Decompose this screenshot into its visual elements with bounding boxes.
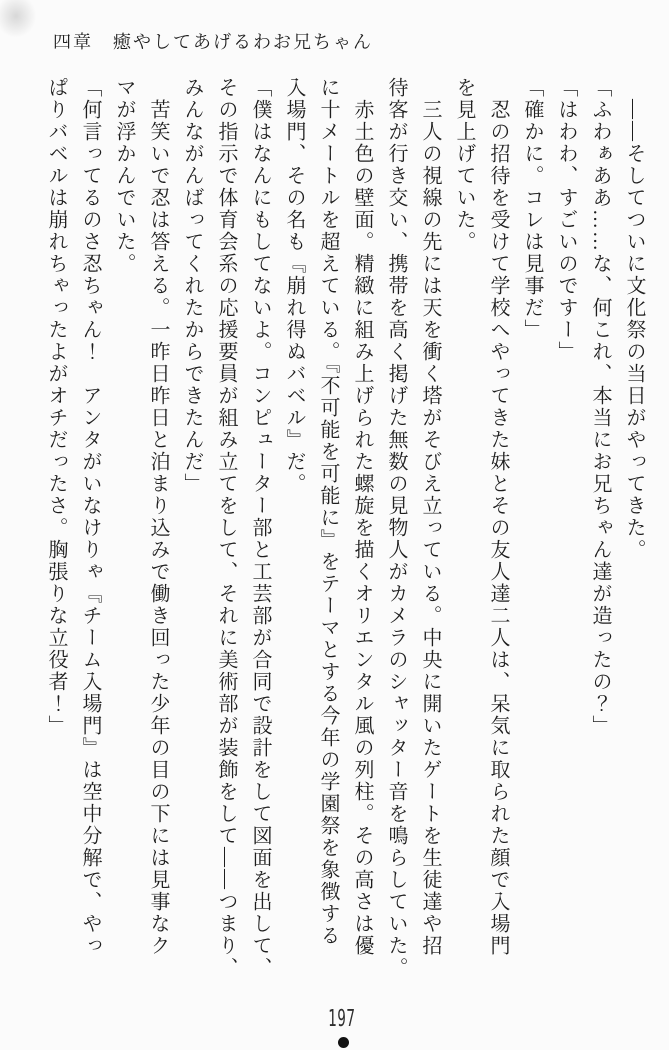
text-line: 「何言ってるのさ忍ちゃん！ アンタがいなけりゃ『チーム入場門』は空中分解で、やっ <box>79 77 101 957</box>
chapter-header: 四章 癒やしてあげるわお兄ちゃん <box>53 32 373 52</box>
text-line: ――そしてついに文化祭の当日がやってきた。 <box>623 77 645 561</box>
scan-artifact <box>0 0 44 46</box>
text-line: その指示で体育会系の応援要員が組み立てをして、それに美術部が装飾をして――つまり、 <box>215 77 237 979</box>
text-line: 忍の招待を受けて学校へやってきた妹とその友人達二人は、呆気に取られた顔で入場門 <box>487 77 509 957</box>
text-line: 入場門、その名も『崩れ得ぬバベル』だ。 <box>283 77 305 495</box>
page-number: 197 <box>328 1006 356 1032</box>
text-line: を見上げていた。 <box>453 77 475 253</box>
text-line: 「確かに。コレは見事だ」 <box>521 77 543 341</box>
text-line: ぱりバベルは崩れちゃったよがオチだったさ。胸張りな立役者！」 <box>45 77 67 737</box>
text-line: に十メートルを超えている。『不可能を可能に』をテーマとする今年の学園祭を象徴する <box>317 77 339 947</box>
text-line: マが浮かんでいた。 <box>113 77 135 275</box>
text-line: 苦笑いで忍は答える。一昨日昨日と泊まり込みで働き回った少年の目の下には見事なク <box>147 77 169 957</box>
text-line: 三人の視線の先には天を衝く塔がそびえ立っている。中央に開いたゲートを生徒達や招 <box>419 77 441 957</box>
text-line: 赤土色の壁面。精緻に組み上げられた螺旋を描くオリエンタル風の列柱。その高さは優 <box>351 77 373 957</box>
section-end-dot <box>338 1037 349 1048</box>
body-text <box>39 77 651 983</box>
text-line: みんながんばってくれたからできたんだ」 <box>181 77 203 495</box>
text-line: 「僕はなんにもしてないよ。コンピューター部と工芸部が合同で設計をして図面を出して、 <box>249 77 271 979</box>
text-line: 「はわわ、すごいのですー」 <box>555 77 577 363</box>
text-line: 「ふわぁああ……な、何これ、本当にお兄ちゃん達が造ったの？」 <box>589 77 611 737</box>
text-line: 待客が行き交い、携帯を高く掲げた無数の見物人がカメラのシャッター音を鳴らしていた。 <box>385 77 407 979</box>
